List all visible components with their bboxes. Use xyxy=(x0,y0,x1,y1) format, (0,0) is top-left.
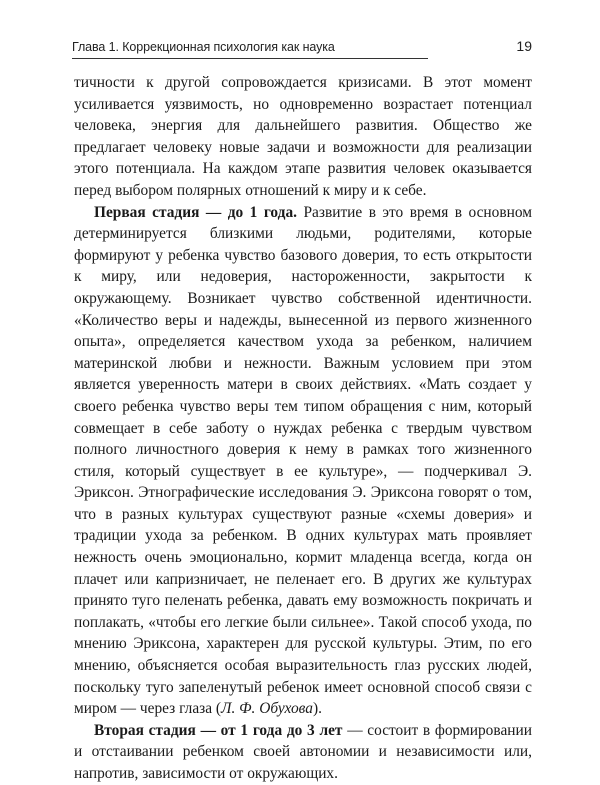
page-header xyxy=(72,38,534,60)
running-head: Глава 1. Коррекционная психология как наука xyxy=(72,40,335,54)
paragraph-continuation xyxy=(74,72,532,202)
paragraph-second-stage xyxy=(74,720,532,785)
paragraph-text: — состоит в формировании и отстаивании ребенком своей автономии и независимости или, напротив, зависимости от окружающих. xyxy=(74,721,532,782)
paragraph-text: тичности к другой сопровождается кризисами. В этот момент усиливается уязвимость, но одновременно возрастает потенциал человека, энергия для дальнейшего развития. Общество же предлагает человеку новые задачи и возможности для реализации этого потенциала. На каждом этапе развития человек оказывается перед выбором полярных отношений к миру и к себе. xyxy=(74,74,532,199)
paragraph-tail: ). xyxy=(312,700,322,718)
header-rule xyxy=(72,58,428,59)
body-text xyxy=(74,72,532,785)
page-number: 19 xyxy=(516,38,532,54)
citation-author: Л. Ф. Обухова xyxy=(221,700,313,718)
paragraph-first-stage xyxy=(74,202,532,720)
stage-heading: Первая стадия — до 1 года. xyxy=(94,203,298,221)
paragraph-text: Развитие в это время в основном детерминируется близкими людьми, родителями, которые формируют у ребенка чувство базового доверия, то есть открытости к миру, или недоверия, настороженности, закрытости к окружающему. Возникает чувство собственной идентичности. «Количество веры и надежды, вынесенной из первого жизненного опыта», определяется качеством ухода за ребенком, наличием материнской любви и нежности. Важным условием при этом является уверенность матери в своих действиях. «Мать создает у своего ребенка чувство веры тем типом обращения с ним, который совмещает в себе заботу о нуждах ребенка с твердым чувством полного личностного доверия к нему в рамках того жизненного стиля, который существует в ее культуре», — подчеркивал Э. Эриксон. Этнографические исследования Э. Эриксона говорят о том, что в разных культурах существуют разные «схемы доверия» и традиции ухода за ребенком. В одних культурах мать проявляет нежность очень эмоционально, кормит младенца всегда, когда он плачет или капризничает, не пеленает его. В других же культурах принято туго пеленать ребенка, давать ему возможность покричать и поплакать, «чтобы его легкие были сильнее». Такой способ ухода, по мнению Эриксона, характерен для русской культуры. Этим, по его мнению, объясняется особая выразительность глаз русских людей, поскольку туго запеленутый ребенок имеет основной способ связи с миром — через глаза ( xyxy=(74,203,532,718)
stage-heading: Вторая стадия — от 1 года до 3 лет xyxy=(94,721,343,739)
